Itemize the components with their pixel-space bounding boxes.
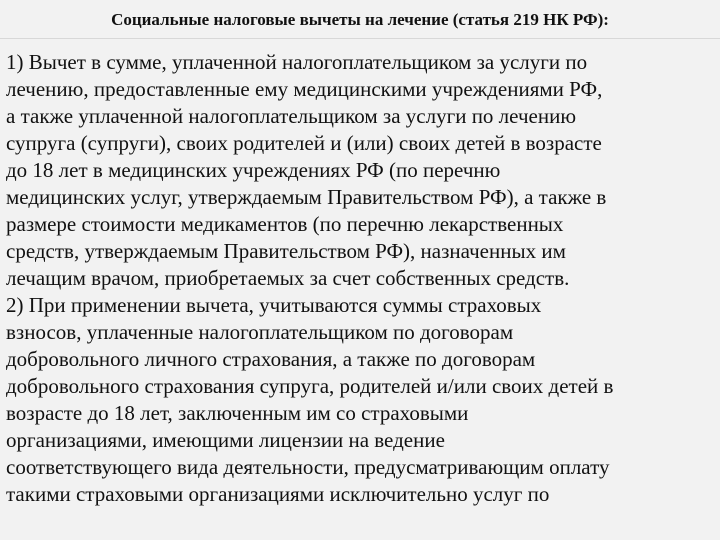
body-line: такими страховыми организациями исключительно услуг по: [6, 482, 550, 506]
body-line: лечащим врачом, приобретаемых за счет собственных средств.: [6, 266, 570, 290]
body-line: 1) Вычет в сумме, уплаченной налогоплательщиком за услуги по: [6, 50, 588, 74]
body-line: супруга (супруги), своих родителей и (или) своих детей в возрасте: [6, 131, 602, 155]
body-line: добровольного личного страхования, а также по договорам: [6, 347, 536, 371]
body-line: средств, утверждаемым Правительством РФ), назначенных им: [6, 239, 566, 263]
title-divider: [0, 38, 720, 39]
body-line: медицинских услуг, утверждаемым Правительством РФ), а также в: [6, 185, 607, 209]
body-line: добровольного страхования супруга, родителей и/или своих детей в: [6, 374, 614, 398]
body-line: соответствующего вида деятельности, предусматривающим оплату: [6, 455, 610, 479]
slide-title: Социальные налоговые вычеты на лечение (статья 219 НК РФ):: [111, 10, 609, 29]
body-line: взносов, уплаченные налогоплательщиком по договорам: [6, 320, 514, 344]
slide-body: [6, 49, 712, 508]
body-line: до 18 лет в медицинских учреждениях РФ (по перечню: [6, 158, 501, 182]
body-line: организациями, имеющими лицензии на ведение: [6, 428, 445, 452]
body-line: возрасте до 18 лет, заключенным им со страховыми: [6, 401, 469, 425]
body-line: лечению, предоставленные ему медицинскими учреждениями РФ,: [6, 77, 603, 101]
body-line: а также уплаченной налогоплательщиком за услуги по лечению: [6, 104, 577, 128]
body-line: 2) При применении вычета, учитываются суммы страховых: [6, 293, 542, 317]
body-line: размере стоимости медикаментов (по перечню лекарственных: [6, 212, 564, 236]
